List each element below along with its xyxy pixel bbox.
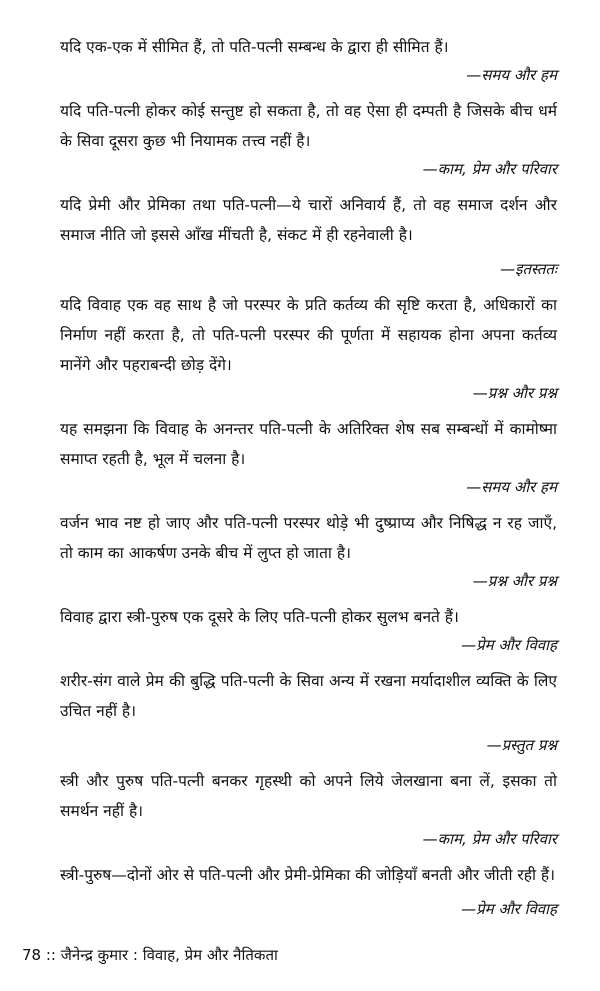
quote-text: स्त्री-पुरुष—दोनों ओर से पति-पत्नी और प्रेमी-प्रेमिका की जोड़ियाँ बनती और जीती रही हैं। <box>60 866 556 884</box>
page-number: 78 <box>22 946 42 964</box>
quote-entry <box>60 290 557 406</box>
quote-entry <box>60 860 557 922</box>
quote-entry <box>60 414 557 500</box>
quote-text: विवाह द्वारा स्त्री-पुरुष एक दूसरे के लिए पति-पत्नी होकर सुलभ बनते हैं। <box>60 608 459 626</box>
quote-text: स्त्री और पुरुष पति-पत्नी बनकर गृहस्थी को अपने लिये जेलखाना बना लें, इसका तो समर्थन नहीं है। <box>60 772 557 820</box>
quote-entry <box>60 666 557 758</box>
quote-text: यदि एक-एक में सीमित हैं, तो पति-पत्नी सम्बन्ध के द्वारा ही सीमित हैं। <box>60 38 449 56</box>
quote-entry <box>60 190 557 282</box>
quote-source: —काम, प्रेम और परिवार <box>422 160 557 178</box>
quote-source: —समय और हम <box>466 478 557 496</box>
quote-text: शरीर-संग वाले प्रेम की बुद्धि पति-पत्नी के सिवा अन्य में रखना मर्यादाशील व्यक्ति के लिए उचित नहीं है। <box>60 672 557 720</box>
footer-separator: :: <box>45 946 56 964</box>
quote-source: —समय और हम <box>466 66 557 84</box>
quote-entry <box>60 96 557 182</box>
quote-entry <box>60 602 557 658</box>
quote-text: यदि प्रेमी और प्रेमिका तथा पति-पत्नी—ये चारों अनिवार्य हैं, तो वह समाज दर्शन और समाज नीति जो इससे आँख मींचती है, संकट में ही रहनेवाली है। <box>60 196 557 244</box>
quote-source: —प्रेम और विवाह <box>461 636 557 654</box>
page-body <box>60 32 557 930</box>
quote-source: —प्रस्तुत प्रश्न <box>486 736 557 754</box>
quote-source: —प्रश्न और प्रश्न <box>472 572 557 590</box>
running-title: जैनेन्द्र कुमार : विवाह, प्रेम और नैतिकता <box>60 946 278 964</box>
quote-text: यदि पति-पत्नी होकर कोई सन्तुष्ट हो सकता है, तो वह ऐसा ही दम्पती है जिसके बीच धर्म के सिवा दूसरा कुछ भी नियामक तत्त्व नहीं है। <box>60 102 557 150</box>
quote-text: यह समझना कि विवाह के अनन्तर पति-पत्नी के अतिरिक्त शेष सब सम्बन्धों में कामोष्मा समाप्त रहती है, भूल में चलना है। <box>60 420 557 468</box>
quote-source: —इतस्ततः <box>500 260 557 278</box>
quote-text: यदि विवाह एक वह साथ है जो परस्पर के प्रति कर्तव्य की सृष्टि करता है, अधिकारों का निर्माण नहीं करता है, तो पति-पत्नी परस्पर की पूर्णता में सहायक होना अपना कर्तव्य मानेंगे और पहराबन्दी छोड़ देंगे। <box>60 296 557 374</box>
quote-entry <box>60 508 557 594</box>
quote-entry <box>60 766 557 852</box>
quote-entry <box>60 32 557 88</box>
page-footer <box>22 944 278 966</box>
quote-source: —काम, प्रेम और परिवार <box>422 830 557 848</box>
quote-source: —प्रश्न और प्रश्न <box>472 384 557 402</box>
quote-text: वर्जन भाव नष्ट हो जाए और पति-पत्नी परस्पर थोड़े भी दुष्प्राप्य और निषिद्ध न रह जाएँ, तो काम का आकर्षण उनके बीच में लुप्त हो जाता है। <box>60 514 557 562</box>
quote-source: —प्रेम और विवाह <box>461 900 557 918</box>
